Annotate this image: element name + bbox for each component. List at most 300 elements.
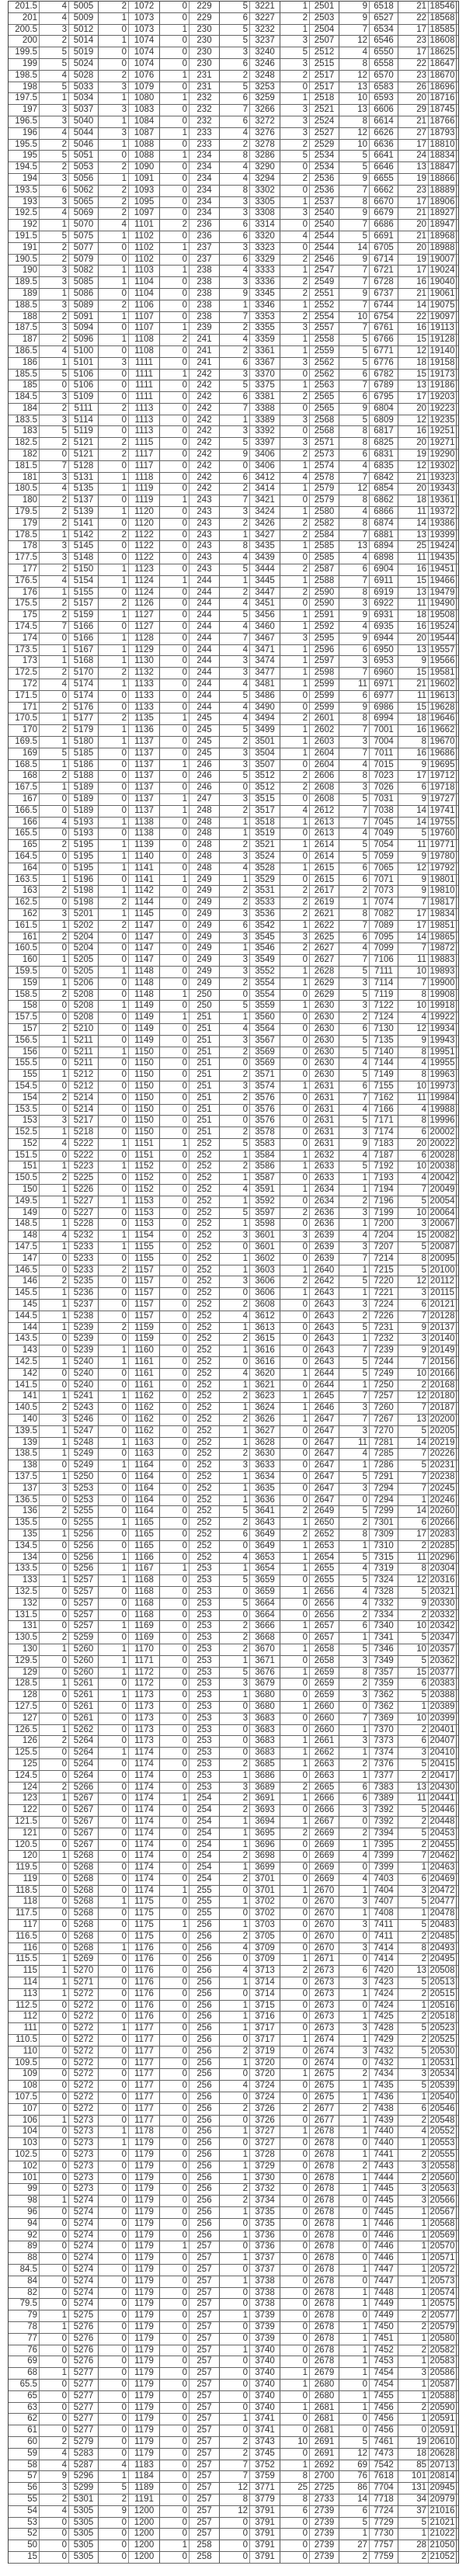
cumulative-cell: 2596 <box>310 645 339 656</box>
score-cell: 165.5 <box>9 828 40 839</box>
count-cell: 0 <box>99 1610 129 1621</box>
count-cell: 0 <box>160 1242 190 1253</box>
count-cell: 1 <box>220 576 250 587</box>
score-cell: 184.5 <box>9 392 40 403</box>
count-cell: 0 <box>220 1725 250 1736</box>
cumulative-cell: 252 <box>190 1300 220 1311</box>
cumulative-cell: 3305 <box>250 197 280 208</box>
cumulative-cell: 252 <box>190 1242 220 1253</box>
cumulative-cell: 256 <box>190 2012 220 2022</box>
count-cell: 0 <box>160 208 190 219</box>
count-cell: 0 <box>40 1001 69 1012</box>
cumulative-cell: 1200 <box>129 2529 160 2540</box>
count-cell: 2 <box>280 519 310 529</box>
count-cell: 1 <box>280 541 310 552</box>
cumulative-cell: 1179 <box>129 2173 160 2184</box>
cumulative-cell: 5106 <box>69 380 99 391</box>
count-cell: 1 <box>339 2012 370 2022</box>
cumulative-cell: 2678 <box>310 2253 339 2264</box>
count-cell: 0 <box>40 2276 69 2287</box>
cumulative-cell: 249 <box>190 921 220 932</box>
cumulative-cell: 252 <box>190 1151 220 1161</box>
count-cell: 0 <box>280 828 310 839</box>
count-cell: 0 <box>160 1541 190 1552</box>
count-cell: 1 <box>40 588 69 599</box>
score-cell: 133 <box>9 1575 40 1586</box>
count-cell: 1 <box>99 1644 129 1655</box>
count-cell: 9 <box>339 2 370 12</box>
table-row <box>9 1817 458 1828</box>
table-row <box>9 2219 458 2231</box>
cumulative-cell: 20572 <box>429 2265 457 2276</box>
table-row <box>9 1288 458 1300</box>
count-cell: 1 <box>40 1323 69 1334</box>
count-cell: 12 <box>339 2449 370 2460</box>
cumulative-cell: 20455 <box>429 1840 457 1851</box>
score-cell: 129 <box>9 1668 40 1679</box>
count-cell: 2 <box>280 1506 310 1517</box>
count-cell: 1 <box>280 484 310 495</box>
cumulative-cell: 252 <box>190 1334 220 1345</box>
count-cell: 1 <box>40 656 69 667</box>
count-cell: 0 <box>160 1805 190 1816</box>
cumulative-cell: 2599 <box>310 691 339 702</box>
cumulative-cell: 1111 <box>129 380 160 391</box>
table-row <box>9 1966 458 1977</box>
score-cell: 183 <box>9 426 40 437</box>
count-cell: 2 <box>398 2035 429 2046</box>
cumulative-cell: 253 <box>190 1633 220 1644</box>
count-cell: 0 <box>160 1369 190 1380</box>
cumulative-cell: 5070 <box>69 220 99 231</box>
cumulative-cell: 3333 <box>250 266 280 276</box>
score-cell: 68 <box>9 2368 40 2379</box>
cumulative-cell: 3624 <box>250 1403 280 1414</box>
cumulative-cell: 3336 <box>250 277 280 288</box>
count-cell: 0 <box>99 370 129 380</box>
count-cell: 1 <box>398 1702 429 1713</box>
table-row <box>9 818 458 829</box>
cumulative-cell: 2582 <box>310 519 339 529</box>
cumulative-cell: 5267 <box>69 1828 99 1839</box>
cumulative-cell: 7015 <box>370 760 398 771</box>
count-cell: 9 <box>339 174 370 185</box>
cumulative-cell: 243 <box>190 553 220 564</box>
cumulative-cell: 2601 <box>310 713 339 724</box>
count-cell: 0 <box>160 2023 190 2034</box>
count-cell: 0 <box>280 2092 310 2103</box>
cumulative-cell: 230 <box>190 47 220 58</box>
cumulative-cell: 252 <box>190 1460 220 1471</box>
cumulative-cell: 252 <box>190 1288 220 1299</box>
count-cell: 2 <box>99 450 129 460</box>
count-cell: 0 <box>99 1380 129 1391</box>
count-cell: 3 <box>339 737 370 748</box>
count-cell: 4 <box>398 2126 429 2137</box>
cumulative-cell: 6527 <box>370 13 398 24</box>
count-cell: 0 <box>40 1874 69 1885</box>
count-cell: 0 <box>99 990 129 1001</box>
table-row <box>9 1564 458 1575</box>
cumulative-cell: 2521 <box>310 105 339 116</box>
count-cell: 0 <box>160 1725 190 1736</box>
count-cell: 13 <box>398 1415 429 1425</box>
cumulative-cell: 2663 <box>310 1771 339 1782</box>
count-cell: 1 <box>99 967 129 977</box>
cumulative-cell: 2657 <box>310 1633 339 1644</box>
cumulative-cell: 5268 <box>69 1932 99 1942</box>
count-cell: 7 <box>339 266 370 276</box>
cumulative-cell: 7370 <box>370 1725 398 1736</box>
cumulative-cell: 5273 <box>69 2173 99 2184</box>
count-cell: 1 <box>160 1139 190 1150</box>
cumulative-cell: 7328 <box>370 1587 398 1598</box>
count-cell: 1 <box>339 2368 370 2379</box>
count-cell: 7 <box>339 1415 370 1425</box>
count-cell: 1 <box>220 2276 250 2287</box>
count-cell: 0 <box>99 2552 129 2563</box>
count-cell: 2 <box>339 1679 370 1689</box>
cumulative-cell: 5131 <box>69 473 99 484</box>
count-cell: 0 <box>220 2529 250 2540</box>
count-cell: 3 <box>220 967 250 977</box>
cumulative-cell: 7001 <box>370 725 398 736</box>
score-cell: 118 <box>9 1897 40 1908</box>
count-cell: 2 <box>220 346 250 357</box>
score-cell: 110 <box>9 2047 40 2057</box>
cumulative-cell: 20100 <box>429 1265 457 1276</box>
cumulative-cell: 3626 <box>250 1415 280 1425</box>
cumulative-cell: 3620 <box>250 1369 280 1380</box>
cumulative-cell: 2675 <box>310 2081 339 2092</box>
cumulative-cell: 7399 <box>370 1851 398 1862</box>
cumulative-cell: 5268 <box>69 1863 99 1873</box>
count-cell: 2 <box>280 1966 310 1977</box>
cumulative-cell: 257 <box>190 2310 220 2321</box>
cumulative-cell: 6922 <box>370 599 398 609</box>
count-cell: 5 <box>339 358 370 369</box>
cumulative-cell: 234 <box>190 197 220 208</box>
count-cell: 18 <box>398 713 429 724</box>
count-cell: 0 <box>280 2288 310 2299</box>
cumulative-cell: 1177 <box>129 2104 160 2115</box>
cumulative-cell: 2565 <box>310 404 339 415</box>
count-cell: 0 <box>280 2184 310 2195</box>
count-cell: 1 <box>220 1472 250 1483</box>
count-cell: 1 <box>220 1254 250 1265</box>
table-row <box>9 2092 458 2104</box>
cumulative-cell: 257 <box>190 2460 220 2471</box>
cumulative-cell: 1153 <box>129 1196 160 1207</box>
cumulative-cell: 20579 <box>429 2322 457 2333</box>
cumulative-cell: 7111 <box>370 967 398 977</box>
table-row <box>9 2265 458 2276</box>
cumulative-cell: 5305 <box>69 2506 99 2517</box>
count-cell: 2 <box>99 186 129 196</box>
count-cell: 9 <box>398 852 429 863</box>
cumulative-cell: 5274 <box>69 2231 99 2241</box>
count-cell: 7 <box>398 1357 429 1368</box>
table-row <box>9 897 458 909</box>
count-cell: 0 <box>40 1345 69 1356</box>
cumulative-cell: 3569 <box>250 1058 280 1069</box>
cumulative-cell: 18568 <box>429 13 457 24</box>
count-cell: 13 <box>398 645 429 656</box>
cumulative-cell: 20304 <box>429 1564 457 1574</box>
cumulative-cell: 3606 <box>250 1288 280 1299</box>
count-cell: 6 <box>220 93 250 104</box>
count-cell: 1 <box>220 2253 250 2264</box>
score-cell: 94 <box>9 2219 40 2230</box>
cumulative-cell: 3598 <box>250 1219 280 1230</box>
count-cell: 2 <box>339 2161 370 2172</box>
count-cell: 3 <box>280 358 310 369</box>
count-cell: 0 <box>280 1874 310 1885</box>
count-cell: 0 <box>280 1679 310 1689</box>
count-cell: 0 <box>280 1575 310 1586</box>
count-cell: 11 <box>398 955 429 966</box>
score-cell: 197.5 <box>9 93 40 104</box>
cumulative-cell: 1169 <box>129 1621 160 1632</box>
count-cell: 9 <box>339 13 370 24</box>
cumulative-cell: 18847 <box>429 162 457 173</box>
cumulative-cell: 1091 <box>129 174 160 185</box>
cumulative-cell: 1176 <box>129 1989 160 2000</box>
score-cell: 169 <box>9 748 40 759</box>
count-cell: 11 <box>339 679 370 690</box>
count-cell: 2 <box>280 588 310 599</box>
count-cell: 0 <box>40 1908 69 1919</box>
count-cell: 5 <box>398 1242 429 1253</box>
count-cell: 6 <box>398 1736 429 1747</box>
cumulative-cell: 20446 <box>429 1805 457 1816</box>
count-cell: 2 <box>339 1518 370 1529</box>
count-cell: 0 <box>220 1058 250 1069</box>
cumulative-cell: 2629 <box>310 978 339 989</box>
cumulative-cell: 5062 <box>69 186 99 196</box>
count-cell: 6 <box>398 1874 429 1885</box>
count-cell: 1 <box>99 1564 129 1574</box>
cumulative-cell: 19223 <box>429 404 457 415</box>
cumulative-cell: 1145 <box>129 909 160 920</box>
score-cell: 57 <box>9 2471 40 2482</box>
cumulative-cell: 252 <box>190 1185 220 1196</box>
count-cell: 1 <box>220 1828 250 1839</box>
count-cell: 17 <box>398 197 429 208</box>
cumulative-cell: 19024 <box>429 266 457 276</box>
cumulative-cell: 1136 <box>129 725 160 736</box>
cumulative-cell: 19386 <box>429 519 457 529</box>
count-cell: 0 <box>160 277 190 288</box>
cumulative-cell: 3253 <box>250 82 280 93</box>
cumulative-cell: 244 <box>190 703 220 713</box>
cumulative-cell: 7124 <box>370 1012 398 1023</box>
count-cell: 2 <box>280 2104 310 2115</box>
count-cell: 3 <box>40 197 69 208</box>
count-cell: 1 <box>99 231 129 242</box>
cumulative-cell: 6825 <box>370 438 398 449</box>
cumulative-cell: 3545 <box>250 932 280 943</box>
count-cell: 0 <box>220 1736 250 1747</box>
cumulative-cell: 7373 <box>370 1736 398 1747</box>
cumulative-cell: 252 <box>190 1495 220 1506</box>
score-cell: 186.5 <box>9 346 40 357</box>
count-cell: 9 <box>339 255 370 266</box>
cumulative-cell: 1154 <box>129 1231 160 1241</box>
count-cell: 0 <box>160 1977 190 1988</box>
count-cell: 2 <box>99 599 129 609</box>
count-cell: 1 <box>160 1564 190 1574</box>
cumulative-cell: 20569 <box>429 2231 457 2241</box>
cumulative-cell: 3738 <box>250 2276 280 2287</box>
cumulative-cell: 254 <box>190 1874 220 1885</box>
cumulative-cell: 5240 <box>69 1380 99 1391</box>
count-cell: 0 <box>160 679 190 690</box>
cumulative-cell: 5148 <box>69 553 99 564</box>
cumulative-cell: 7340 <box>370 1621 398 1632</box>
cumulative-cell: 19718 <box>429 783 457 793</box>
count-cell: 0 <box>99 1081 129 1092</box>
count-cell: 7 <box>398 897 429 908</box>
cumulative-cell: 2670 <box>310 1943 339 1954</box>
table-row <box>9 71 458 82</box>
cumulative-cell: 19834 <box>429 909 457 920</box>
count-cell: 0 <box>99 622 129 633</box>
count-cell: 0 <box>160 2506 190 2517</box>
cumulative-cell: 258 <box>190 2552 220 2563</box>
count-cell: 4 <box>339 1599 370 1609</box>
cumulative-cell: 1127 <box>129 610 160 621</box>
count-cell: 7 <box>339 1345 370 1356</box>
count-cell: 3 <box>220 243 250 254</box>
count-cell: 0 <box>40 1208 69 1219</box>
cumulative-cell: 7221 <box>370 1288 398 1299</box>
count-cell: 2 <box>220 2047 250 2057</box>
count-cell: 9 <box>339 610 370 621</box>
cumulative-cell: 256 <box>190 2116 220 2126</box>
count-cell: 5 <box>40 151 69 161</box>
cumulative-cell: 19943 <box>429 1036 457 1047</box>
count-cell: 11 <box>398 507 429 518</box>
count-cell: 0 <box>99 2150 129 2161</box>
cumulative-cell: 229 <box>190 2 220 12</box>
cumulative-cell: 19810 <box>429 886 457 897</box>
cumulative-cell: 3323 <box>250 243 280 254</box>
score-cell: 125 <box>9 1759 40 1770</box>
cumulative-cell: 3717 <box>250 2035 280 2046</box>
cumulative-cell: 251 <box>190 1012 220 1023</box>
table-row <box>9 93 458 105</box>
count-cell: 0 <box>280 426 310 437</box>
table-row <box>9 2552 458 2564</box>
cumulative-cell: 5180 <box>69 737 99 748</box>
count-cell: 0 <box>160 955 190 966</box>
cumulative-cell: 2659 <box>310 1679 339 1689</box>
cumulative-cell: 243 <box>190 541 220 552</box>
cumulative-cell: 1104 <box>129 289 160 300</box>
cumulative-cell: 5257 <box>69 1587 99 1598</box>
cumulative-cell: 1164 <box>129 1472 160 1483</box>
count-cell: 0 <box>220 2138 250 2149</box>
cumulative-cell: 18766 <box>429 116 457 127</box>
cumulative-cell: 7192 <box>370 1161 398 1172</box>
table-row <box>9 1403 458 1415</box>
cumulative-cell: 2557 <box>310 323 339 334</box>
count-cell: 0 <box>160 1989 190 2000</box>
count-cell: 0 <box>99 932 129 943</box>
cumulative-cell: 5238 <box>69 1311 99 1322</box>
count-cell: 3 <box>220 909 250 920</box>
count-cell: 0 <box>40 1863 69 1873</box>
cumulative-cell: 2667 <box>310 1817 339 1828</box>
cumulative-cell: 1179 <box>129 2231 160 2241</box>
count-cell: 0 <box>160 197 190 208</box>
count-cell: 2 <box>40 610 69 621</box>
cumulative-cell: 1074 <box>129 47 160 58</box>
count-cell: 5 <box>339 335 370 345</box>
cumulative-cell: 3471 <box>250 645 280 656</box>
count-cell: 0 <box>160 1047 190 1058</box>
score-cell: 114 <box>9 1977 40 1988</box>
count-cell: 0 <box>99 1817 129 1828</box>
cumulative-cell: 1126 <box>129 599 160 609</box>
cumulative-cell: 20540 <box>429 2092 457 2103</box>
count-cell: 3 <box>40 1484 69 1495</box>
cumulative-cell: 7704 <box>370 2483 398 2494</box>
count-cell: 1 <box>99 312 129 323</box>
count-cell: 3 <box>339 1484 370 1495</box>
count-cell: 1 <box>40 289 69 300</box>
count-cell: 2 <box>280 909 310 920</box>
count-cell: 0 <box>99 1736 129 1747</box>
cumulative-cell: 1179 <box>129 2345 160 2356</box>
cumulative-cell: 1175 <box>129 1897 160 1908</box>
count-cell: 1 <box>280 2380 310 2390</box>
count-cell: 3 <box>339 1656 370 1667</box>
score-cell: 153 <box>9 1116 40 1127</box>
cumulative-cell: 2614 <box>310 840 339 851</box>
cumulative-cell: 20453 <box>429 1828 457 1839</box>
cumulative-cell: 252 <box>190 1265 220 1276</box>
count-cell: 9 <box>398 1323 429 1334</box>
table-row <box>9 300 458 312</box>
cumulative-cell: 234 <box>190 186 220 196</box>
count-cell: 0 <box>40 1460 69 1471</box>
count-cell: 0 <box>220 1105 250 1116</box>
cumulative-cell: 1147 <box>129 921 160 932</box>
count-cell: 0 <box>160 599 190 609</box>
score-cell: 132.5 <box>9 1587 40 1598</box>
cumulative-cell: 1103 <box>129 266 160 276</box>
count-cell: 0 <box>99 1679 129 1689</box>
cumulative-cell: 1191 <box>129 2494 160 2505</box>
cumulative-cell: 1189 <box>129 2483 160 2494</box>
cumulative-cell: 2657 <box>310 1621 339 1632</box>
count-cell: 1 <box>280 1391 310 1402</box>
count-cell: 2 <box>398 2322 429 2333</box>
score-cell: 147.5 <box>9 1242 40 1253</box>
cumulative-cell: 19996 <box>429 1116 457 1127</box>
count-cell: 0 <box>160 1161 190 1172</box>
count-cell: 7 <box>40 461 69 472</box>
cumulative-cell: 3736 <box>250 2241 280 2252</box>
score-cell: 134.5 <box>9 1541 40 1552</box>
score-cell: 155.5 <box>9 1058 40 1069</box>
cumulative-cell: 1084 <box>129 116 160 127</box>
count-cell: 0 <box>220 2219 250 2230</box>
count-cell: 0 <box>160 2184 190 2195</box>
cumulative-cell: 7099 <box>370 943 398 954</box>
